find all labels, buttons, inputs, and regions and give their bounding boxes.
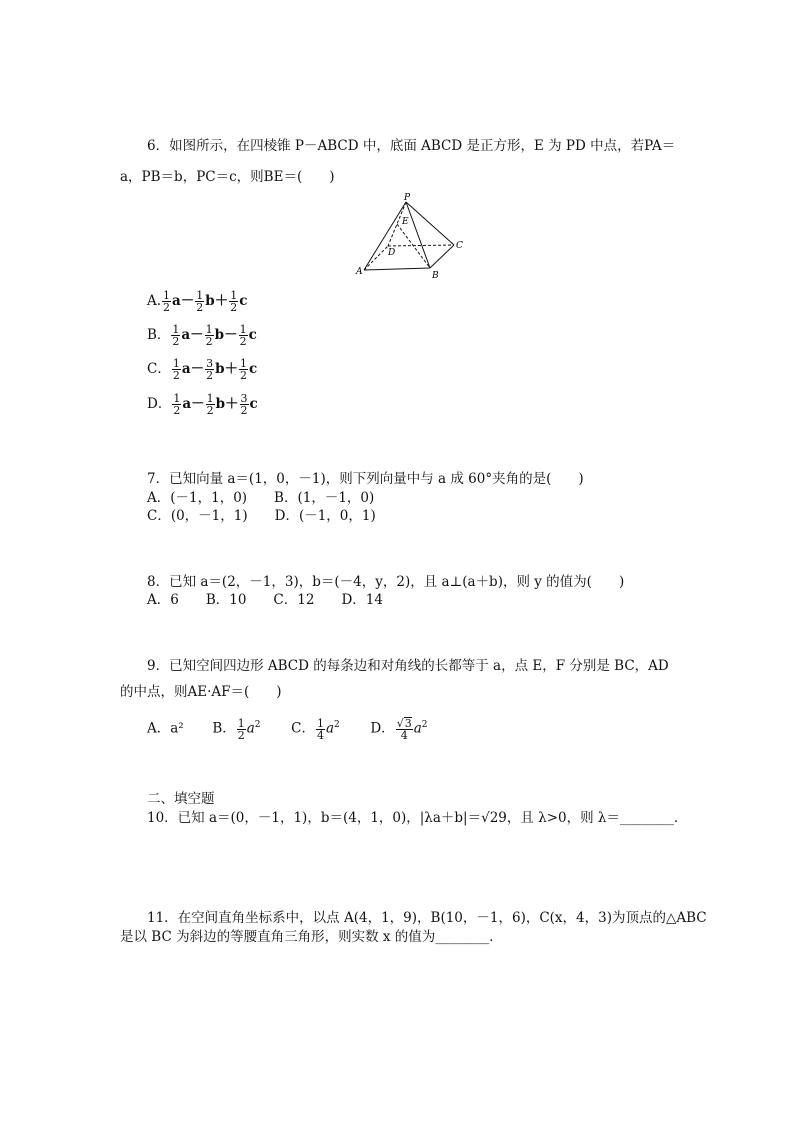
q9-line1-text: 9．已知空间四边形 ABCD 的每条边和对角线的长都等于 a，点 E，F 分别是 BC，AD	[147, 658, 669, 674]
num: 1	[196, 289, 204, 302]
option-label: C．	[147, 361, 171, 377]
q6-line2	[120, 168, 334, 186]
den: 4	[316, 728, 324, 742]
q9-options: A．a² B． $\frac{1}{2}$ $a^2$ C． $\frac{1}{4}$ $a^2$ D． $\frac{√3}{4}$ $a^2$	[147, 716, 428, 742]
num: 1	[163, 289, 171, 302]
term: b＋	[205, 293, 229, 309]
frac	[239, 324, 248, 347]
q11-line2-text: 是以 BC 为斜边的等腰直角三角形，则实数 x 的值为________．	[120, 929, 503, 945]
num: 1	[172, 357, 180, 370]
q8-options	[147, 591, 383, 609]
den: 2	[206, 404, 214, 417]
den: 2	[163, 301, 171, 314]
den: 2	[237, 728, 245, 742]
den: 4	[400, 729, 408, 742]
label-P: P	[404, 193, 411, 203]
frac	[171, 324, 180, 347]
den: 2	[172, 369, 180, 382]
q6-option-a	[147, 289, 247, 313]
frac	[316, 718, 325, 741]
term: a－	[181, 361, 205, 377]
q9-line2	[120, 683, 282, 701]
label-E: E	[402, 217, 409, 227]
q7-row2-text: C．(0，－1，1) D．(－1，0，1)	[147, 508, 376, 524]
q9-option-b-label: B．	[212, 720, 236, 737]
den: 2	[205, 335, 213, 348]
num: 1	[237, 716, 245, 730]
frac	[237, 718, 246, 741]
num: 1	[239, 323, 247, 336]
term: a－	[172, 293, 195, 309]
term: a－	[181, 327, 204, 343]
q11-line1-text: 11．在空间直角坐标系中，以点 A(4，1，9)，B(10，－1，6)，C(x，4，3)为顶点的△ABC	[147, 910, 707, 926]
q11-line2	[120, 928, 503, 946]
option-label: D．	[147, 396, 172, 412]
term: c	[248, 327, 257, 343]
frac	[172, 393, 181, 416]
num: √3	[396, 717, 412, 730]
term: b＋	[215, 361, 239, 377]
q6-option-d	[147, 392, 258, 416]
frac	[195, 290, 204, 313]
q9-option-a: A．a²	[147, 720, 184, 737]
term: c	[249, 361, 258, 377]
label-B: B	[432, 271, 439, 280]
q7-stem-text: 7．已知向量 a＝(1，0，－1)，则下列向量中与 a 成 60°夹角的是( )	[147, 471, 584, 487]
q9-line2-text: 的中点，则AE·AF＝( )	[120, 684, 282, 700]
term: b－	[214, 327, 238, 343]
frac	[239, 358, 248, 381]
frac	[240, 393, 249, 416]
num: 3	[240, 392, 248, 405]
q9-option-d-label: D．	[370, 720, 395, 737]
section-heading-text: 二、填空题	[147, 791, 215, 807]
q8-options-text: A．6 B．10 C．12 D．14	[147, 592, 383, 608]
num: 1	[230, 289, 238, 302]
q9-line1	[147, 657, 669, 675]
term: c	[249, 396, 258, 412]
num: 1	[173, 392, 181, 405]
q10-text: 10．已知 a＝(0，－1，1)，b＝(4，1，0)，|λa＋b|＝√29，且 λ>0，则 λ＝________．	[147, 810, 688, 826]
den: 2	[240, 404, 248, 417]
pyramid-figure	[350, 190, 470, 280]
q6-line2-text: a，PB＝b，PC＝c，则BE＝( )	[120, 169, 335, 185]
option-label: B．	[147, 327, 171, 343]
frac	[205, 358, 214, 381]
den: 2	[196, 301, 204, 314]
label-A: A	[356, 267, 363, 277]
num: 1	[240, 357, 248, 370]
q11-line1	[147, 909, 707, 927]
term: a－	[182, 396, 205, 412]
term: c	[239, 293, 248, 309]
option-label: A.	[147, 293, 162, 309]
frac	[396, 717, 413, 741]
label-D: D	[388, 248, 396, 258]
q7-options-row2	[147, 507, 376, 525]
den: 2	[173, 404, 181, 417]
num: 1	[206, 392, 214, 405]
num: 1	[316, 716, 324, 730]
q8-stem	[147, 573, 624, 591]
den: 2	[206, 369, 214, 382]
den: 2	[230, 301, 238, 314]
num: 1	[172, 323, 180, 336]
q7-stem	[147, 470, 584, 488]
label-C: C	[456, 241, 463, 251]
num: 3	[206, 357, 214, 370]
den: 2	[239, 335, 247, 348]
q6-line1	[147, 137, 675, 155]
frac	[206, 393, 215, 416]
term: b＋	[215, 396, 239, 412]
q6-option-c	[147, 357, 257, 381]
q10	[147, 809, 687, 827]
q6-option-b	[147, 323, 257, 347]
frac	[162, 290, 171, 313]
frac	[172, 358, 181, 381]
frac	[205, 324, 214, 347]
q8-stem-text: 8．已知 a＝(2，－1，3)，b＝(－4，y，2)，且 a⊥(a＋b)，则 y 的值为( )	[147, 574, 625, 590]
q7-row1-text: A．(－1，1，0) B．(1，－1，0)	[147, 490, 375, 506]
q7-options-row1	[147, 489, 374, 507]
q6-line1-text: 6．如图所示，在四棱锥 P－ABCD 中，底面 ABCD 是正方形，E 为 PD 中点，若PA＝	[147, 138, 676, 154]
frac	[229, 290, 238, 313]
q9-option-c-label: C．	[291, 720, 315, 737]
num: 1	[205, 323, 213, 336]
den: 2	[172, 335, 180, 348]
section-heading	[147, 790, 215, 808]
den: 2	[240, 369, 248, 382]
